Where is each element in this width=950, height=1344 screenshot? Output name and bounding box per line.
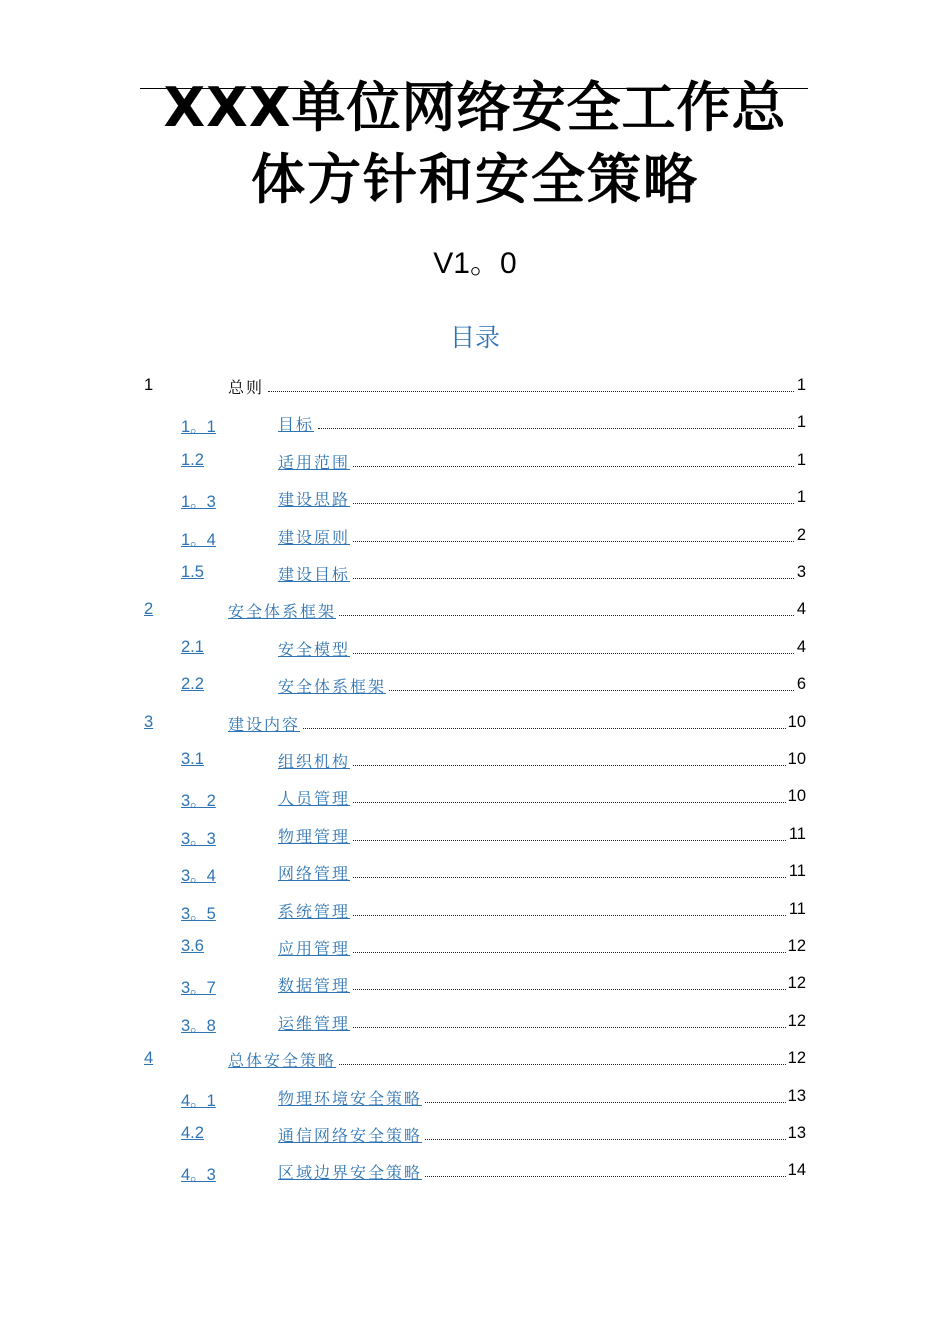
toc-entry-title[interactable]: 总体安全策略 [228,1048,338,1071]
toc-dot-leader [318,428,804,429]
toc-entry-title[interactable]: 建设目标 [278,562,352,585]
toc-entry-title[interactable]: 安全模型 [278,637,352,660]
toc-entry-page-number: 4 [796,637,806,656]
toc-entry[interactable] [0,443,950,480]
toc-dot-leader [268,615,804,616]
toc-entry[interactable] [0,966,950,1003]
toc-dot-leader [318,653,804,654]
toc-heading: 目录 [449,323,500,352]
toc-entry-number[interactable]: 1.2 [181,450,204,469]
toc-entry-number[interactable]: 3。3 [181,829,216,848]
toc-entry-number[interactable]: 4 [144,1049,154,1068]
toc-entry-page-number: 13 [787,1124,806,1142]
toc-entry[interactable] [0,892,950,929]
toc-entry[interactable] [0,854,950,891]
toc-entry-number[interactable]: 1。1 [181,418,216,437]
toc-entry-page-number: 10 [787,712,806,731]
toc-entry-number[interactable]: 4。3 [181,1166,216,1185]
toc-dot-leader [318,765,804,766]
toc-entry-number[interactable]: 4.2 [181,1124,204,1142]
toc-dot-leader [318,466,804,467]
toc-entry-page-number: 14 [787,1161,806,1180]
toc-entry-number[interactable]: 2.1 [181,637,204,656]
toc-entry-title[interactable]: 建设原则 [278,525,352,548]
toc-entry-title[interactable]: 应用管理 [278,936,352,959]
toc-dot-leader [318,503,804,504]
toc-entry-page-number: 1 [796,450,806,469]
toc-entry-page-number: 10 [787,750,806,768]
toc-entry-number[interactable]: 3。7 [181,979,216,998]
toc-entry-page-number: 6 [796,675,806,694]
document-version: V1。0 [433,247,517,280]
toc-entry-title[interactable]: 组织机构 [278,749,352,772]
toc-entry-title[interactable]: 区域边界安全策略 [278,1160,424,1183]
toc-entry-title[interactable]: 安全体系框架 [228,599,338,622]
toc-dot-leader [268,728,804,729]
toc-entry[interactable] [0,518,950,555]
toc-entry-number[interactable]: 4。1 [181,1091,216,1110]
toc-entry-number[interactable]: 3。2 [181,792,216,811]
toc-dot-leader [318,802,804,803]
toc-entry[interactable] [0,1153,950,1190]
toc-entry-number[interactable]: 1。3 [181,493,216,512]
toc-entry-title[interactable]: 运维管理 [278,1011,352,1034]
toc-entry[interactable] [0,555,950,592]
toc-entry-number[interactable]: 2.2 [181,675,204,694]
toc-entry-title[interactable]: 物理管理 [278,824,352,847]
toc-entry[interactable] [0,405,950,442]
toc-entry[interactable] [0,742,950,779]
toc-entry-title[interactable]: 建设思路 [278,487,352,510]
toc-dot-leader [318,877,804,878]
toc-dot-leader [318,578,804,579]
toc-dot-leader [318,840,804,841]
toc-entry[interactable] [0,779,950,816]
toc-entry-number[interactable]: 2 [144,600,154,619]
toc-entry-title[interactable]: 人员管理 [278,786,352,809]
toc-entry-page-number: 12 [787,1011,806,1030]
toc-entry-page-number: 12 [787,1049,806,1068]
toc-entry-title[interactable]: 通信网络安全策略 [278,1123,424,1146]
toc-entry-page-number: 1 [796,488,806,507]
toc-entry-number[interactable]: 1。4 [181,530,216,549]
toc-entry-title: 总则 [228,375,266,398]
document-title-line-2: 体方针和安全策略 [251,148,699,211]
toc-entry-title[interactable]: 网络管理 [278,861,352,884]
toc-entry-number[interactable]: 1.5 [181,563,204,581]
toc-entry-page-number: 3 [796,563,806,581]
toc-entry-title[interactable]: 系统管理 [278,899,352,922]
toc-entry-page-number: 4 [796,600,806,619]
toc-entry-title[interactable]: 安全体系框架 [278,674,388,697]
toc-entry-number[interactable]: 3.1 [181,750,204,768]
toc-entry-title[interactable]: 数据管理 [278,973,352,996]
toc-entry-number[interactable]: 3。4 [181,867,216,886]
toc-entry[interactable] [0,705,950,742]
toc-dot-leader [318,1027,804,1028]
toc-dot-leader [318,952,804,953]
toc-entry-number[interactable]: 3 [144,712,154,731]
toc-entry[interactable] [0,1116,950,1153]
toc-entry-page-number: 10 [787,787,806,806]
toc-entry[interactable] [0,630,950,667]
toc-dot-leader [268,391,804,392]
toc-entry[interactable] [0,1041,950,1078]
toc-dot-leader [318,541,804,542]
toc-entry-page-number: 2 [796,525,806,544]
toc-entry-title[interactable]: 适用范围 [278,450,352,473]
toc-entry-number[interactable]: 3。8 [181,1016,216,1035]
toc-entry-page-number: 1 [796,376,806,394]
toc-dot-leader [318,915,804,916]
toc-entry-number[interactable]: 3.6 [181,937,204,955]
toc-entry-page-number: 12 [787,974,806,993]
toc-entry-page-number: 1 [796,413,806,432]
toc-entry-title[interactable]: 物理环境安全策略 [278,1086,424,1109]
toc-entry-title[interactable]: 目标 [278,412,316,435]
toc-entry-title[interactable]: 建设内容 [228,712,302,735]
toc-dot-leader [268,1064,804,1065]
toc-entry[interactable] [0,929,950,966]
toc-entry-page-number: 11 [788,824,806,843]
toc-entry-number: 1 [144,376,154,394]
toc-entry-page-number: 11 [788,862,806,881]
toc-entry [0,368,950,405]
toc-dot-leader [318,690,804,691]
toc-entry[interactable] [0,1079,950,1116]
toc-entry[interactable] [0,480,950,517]
toc-entry[interactable] [0,667,950,704]
toc-entry[interactable] [0,592,950,629]
toc-entry[interactable] [0,817,950,854]
toc-entry-number[interactable]: 3。5 [181,904,216,923]
toc-dot-leader [318,989,804,990]
toc-entry-page-number: 11 [788,899,806,918]
toc-entry-page-number: 13 [787,1086,806,1105]
toc-entry-page-number: 12 [787,937,806,955]
toc-entry[interactable] [0,1004,950,1041]
document-title-line-1: XXX单位网络安全工作总 [163,76,787,139]
